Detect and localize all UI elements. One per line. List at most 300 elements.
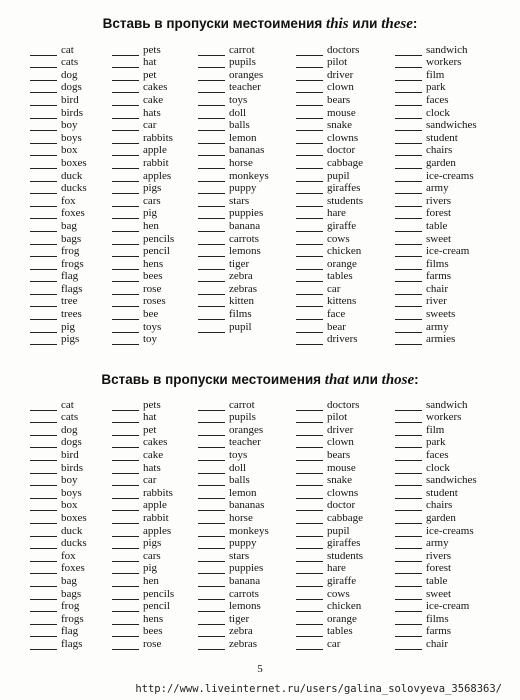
noun-word: snake	[327, 119, 353, 132]
noun-word: pencil	[143, 600, 170, 613]
answer-blank[interactable]	[112, 490, 139, 499]
answer-blank[interactable]	[296, 452, 323, 461]
noun-word: dog	[61, 423, 78, 436]
answer-blank[interactable]	[296, 427, 323, 436]
exercise-item	[395, 270, 477, 283]
answer-blank[interactable]	[395, 311, 422, 320]
answer-blank[interactable]	[395, 248, 422, 257]
answer-blank[interactable]	[296, 641, 323, 650]
noun-word: workers	[426, 56, 462, 69]
exercise-item	[296, 270, 363, 283]
answer-blank[interactable]	[198, 528, 225, 537]
answer-blank[interactable]	[296, 59, 323, 68]
answer-blank[interactable]	[296, 248, 323, 257]
answer-blank[interactable]	[296, 286, 323, 295]
exercise-item	[296, 207, 363, 220]
answer-blank[interactable]	[198, 223, 225, 232]
answer-blank[interactable]	[112, 641, 139, 650]
answer-blank[interactable]	[112, 210, 139, 219]
exercise-item	[112, 56, 174, 69]
answer-blank[interactable]	[296, 72, 323, 81]
answer-blank[interactable]	[198, 427, 225, 436]
answer-blank[interactable]	[395, 616, 422, 625]
answer-blank[interactable]	[296, 616, 323, 625]
exercise-item	[198, 307, 269, 320]
answer-blank[interactable]	[198, 603, 225, 612]
exercise-item	[296, 511, 363, 524]
answer-blank[interactable]	[198, 439, 225, 448]
answer-blank[interactable]	[198, 402, 225, 411]
exercise-item	[30, 106, 87, 119]
source-url: http://www.liveinternet.ru/users/galina_solovyeva_3568363/	[135, 683, 502, 695]
answer-blank[interactable]	[30, 223, 57, 232]
answer-blank[interactable]	[30, 147, 57, 156]
answer-blank[interactable]	[30, 122, 57, 131]
exercise-item	[198, 282, 269, 295]
answer-blank[interactable]	[30, 324, 57, 333]
noun-word: cats	[61, 56, 79, 69]
noun-word: frogs	[61, 257, 84, 270]
answer-blank[interactable]	[112, 502, 139, 511]
answer-blank[interactable]	[112, 236, 139, 245]
noun-word: bear	[327, 320, 346, 333]
exercise-item	[30, 320, 87, 333]
noun-word: lemon	[229, 131, 257, 144]
answer-blank[interactable]	[30, 452, 57, 461]
answer-blank[interactable]	[296, 47, 323, 56]
answer-blank[interactable]	[112, 72, 139, 81]
noun-word: boys	[61, 486, 82, 499]
answer-blank[interactable]	[296, 198, 323, 207]
answer-blank[interactable]	[198, 628, 225, 637]
noun-word: birds	[61, 106, 83, 119]
answer-blank[interactable]	[30, 185, 57, 194]
noun-word: boxes	[61, 156, 87, 169]
answer-blank[interactable]	[198, 47, 225, 56]
answer-blank[interactable]	[198, 540, 225, 549]
answer-blank[interactable]	[112, 311, 139, 320]
answer-blank[interactable]	[198, 616, 225, 625]
answer-blank[interactable]	[395, 173, 422, 182]
answer-blank[interactable]	[296, 591, 323, 600]
answer-blank[interactable]	[395, 261, 422, 270]
answer-blank[interactable]	[112, 578, 139, 587]
answer-blank[interactable]	[112, 591, 139, 600]
answer-blank[interactable]	[296, 528, 323, 537]
answer-blank[interactable]	[198, 198, 225, 207]
noun-word: bags	[61, 587, 82, 600]
answer-blank[interactable]	[112, 336, 139, 345]
noun-word: tiger	[229, 257, 250, 270]
answer-blank[interactable]	[395, 110, 422, 119]
answer-blank[interactable]	[395, 603, 422, 612]
noun-word: cakes	[143, 81, 168, 94]
answer-blank[interactable]	[112, 47, 139, 56]
answer-blank[interactable]	[296, 110, 323, 119]
exercise-item	[198, 182, 269, 195]
answer-blank[interactable]	[30, 553, 57, 562]
exercise-item	[112, 194, 174, 207]
exercise-item	[395, 131, 477, 144]
answer-blank[interactable]	[395, 122, 422, 131]
answer-blank[interactable]	[395, 286, 422, 295]
noun-word: flags	[61, 637, 83, 650]
answer-blank[interactable]	[296, 223, 323, 232]
answer-blank[interactable]	[198, 122, 225, 131]
answer-blank[interactable]	[296, 97, 323, 106]
answer-blank[interactable]	[395, 452, 422, 461]
answer-blank[interactable]	[30, 311, 57, 320]
noun-word: armies	[426, 333, 456, 346]
noun-word: puppy	[229, 182, 257, 195]
answer-blank[interactable]	[296, 298, 323, 307]
answer-blank[interactable]	[30, 273, 57, 282]
answer-blank[interactable]	[198, 160, 225, 169]
answer-blank[interactable]	[30, 198, 57, 207]
exercise-item	[296, 169, 363, 182]
answer-blank[interactable]	[198, 324, 225, 333]
answer-blank[interactable]	[296, 414, 323, 423]
answer-blank[interactable]	[296, 160, 323, 169]
answer-blank[interactable]	[395, 298, 422, 307]
answer-blank[interactable]	[198, 273, 225, 282]
answer-blank[interactable]	[30, 298, 57, 307]
answer-blank[interactable]	[395, 591, 422, 600]
answer-blank[interactable]	[112, 122, 139, 131]
answer-blank[interactable]	[30, 135, 57, 144]
noun-word: student	[426, 486, 458, 499]
answer-blank[interactable]	[30, 47, 57, 56]
answer-blank[interactable]	[296, 502, 323, 511]
answer-blank[interactable]	[395, 59, 422, 68]
answer-blank[interactable]	[30, 578, 57, 587]
answer-blank[interactable]	[296, 465, 323, 474]
noun-word: cows	[327, 232, 350, 245]
noun-word: hens	[143, 612, 164, 625]
answer-blank[interactable]	[198, 515, 225, 524]
answer-blank[interactable]	[296, 147, 323, 156]
answer-blank[interactable]	[296, 540, 323, 549]
answer-blank[interactable]	[395, 502, 422, 511]
answer-blank[interactable]	[112, 565, 139, 574]
answer-blank[interactable]	[112, 603, 139, 612]
answer-blank[interactable]	[112, 185, 139, 194]
answer-blank[interactable]	[198, 452, 225, 461]
noun-word: bag	[61, 219, 77, 232]
exercise-item	[296, 156, 363, 169]
answer-blank[interactable]	[198, 173, 225, 182]
exercise-item	[30, 448, 87, 461]
answer-blank[interactable]	[112, 452, 139, 461]
answer-blank[interactable]	[395, 490, 422, 499]
answer-blank[interactable]	[30, 477, 57, 486]
answer-blank[interactable]	[198, 236, 225, 245]
word-column	[112, 398, 174, 650]
answer-blank[interactable]	[395, 97, 422, 106]
noun-word: sweet	[426, 587, 452, 600]
exercise-item	[112, 486, 174, 499]
answer-blank[interactable]	[395, 84, 422, 93]
answer-blank[interactable]	[395, 578, 422, 587]
answer-blank[interactable]	[30, 540, 57, 549]
answer-blank[interactable]	[198, 490, 225, 499]
exercise-item	[296, 587, 363, 600]
answer-blank[interactable]	[112, 616, 139, 625]
answer-blank[interactable]	[30, 110, 57, 119]
answer-blank[interactable]	[30, 59, 57, 68]
answer-blank[interactable]	[30, 565, 57, 574]
answer-blank[interactable]	[112, 427, 139, 436]
answer-blank[interactable]	[296, 173, 323, 182]
answer-blank[interactable]	[30, 97, 57, 106]
answer-blank[interactable]	[112, 110, 139, 119]
answer-blank[interactable]	[395, 402, 422, 411]
answer-blank[interactable]	[112, 515, 139, 524]
answer-blank[interactable]	[112, 261, 139, 270]
answer-blank[interactable]	[30, 603, 57, 612]
answer-blank[interactable]	[296, 565, 323, 574]
answer-blank[interactable]	[198, 248, 225, 257]
answer-blank[interactable]	[395, 160, 422, 169]
answer-blank[interactable]	[30, 427, 57, 436]
answer-blank[interactable]	[112, 173, 139, 182]
answer-blank[interactable]	[395, 236, 422, 245]
answer-blank[interactable]	[296, 210, 323, 219]
answer-blank[interactable]	[30, 336, 57, 345]
answer-blank[interactable]	[395, 414, 422, 423]
answer-blank[interactable]	[198, 97, 225, 106]
answer-blank[interactable]	[112, 324, 139, 333]
answer-blank[interactable]	[395, 427, 422, 436]
answer-blank[interactable]	[296, 122, 323, 131]
answer-blank[interactable]	[296, 84, 323, 93]
answer-blank[interactable]	[112, 59, 139, 68]
answer-blank[interactable]	[198, 147, 225, 156]
answer-blank[interactable]	[198, 465, 225, 474]
answer-blank[interactable]	[198, 210, 225, 219]
exercise-item	[30, 600, 87, 613]
answer-blank[interactable]	[198, 298, 225, 307]
answer-blank[interactable]	[30, 402, 57, 411]
answer-blank[interactable]	[30, 641, 57, 650]
answer-blank[interactable]	[112, 553, 139, 562]
answer-blank[interactable]	[395, 336, 422, 345]
exercise-item	[30, 436, 87, 449]
answer-blank[interactable]	[198, 261, 225, 270]
noun-word: park	[426, 436, 446, 449]
noun-word: cakes	[143, 436, 168, 449]
answer-blank[interactable]	[198, 286, 225, 295]
answer-blank[interactable]	[112, 160, 139, 169]
exercise-item	[112, 81, 174, 94]
exercise-item	[395, 600, 477, 613]
answer-blank[interactable]	[30, 236, 57, 245]
answer-blank[interactable]	[112, 465, 139, 474]
noun-word: chair	[426, 282, 448, 295]
pronoun-those: those	[381, 372, 415, 388]
noun-word: hat	[143, 411, 157, 424]
answer-blank[interactable]	[198, 477, 225, 486]
answer-blank[interactable]	[395, 72, 422, 81]
noun-word: pig	[61, 320, 76, 333]
answer-blank[interactable]	[296, 578, 323, 587]
answer-blank[interactable]	[198, 641, 225, 650]
answer-blank[interactable]	[296, 135, 323, 144]
answer-blank[interactable]	[395, 477, 422, 486]
exercise-item	[296, 245, 363, 258]
answer-blank[interactable]	[30, 286, 57, 295]
answer-blank[interactable]	[296, 515, 323, 524]
answer-blank[interactable]	[395, 540, 422, 549]
noun-word: bees	[143, 625, 163, 638]
answer-blank[interactable]	[395, 273, 422, 282]
answer-blank[interactable]	[112, 273, 139, 282]
answer-blank[interactable]	[30, 591, 57, 600]
answer-blank[interactable]	[296, 603, 323, 612]
answer-blank[interactable]	[296, 185, 323, 194]
answer-blank[interactable]	[112, 135, 139, 144]
answer-blank[interactable]	[30, 628, 57, 637]
exercise-item	[296, 194, 363, 207]
answer-blank[interactable]	[395, 465, 422, 474]
answer-blank[interactable]	[296, 439, 323, 448]
noun-word: faces	[426, 448, 449, 461]
answer-blank[interactable]	[30, 173, 57, 182]
answer-blank[interactable]	[395, 185, 422, 194]
answer-blank[interactable]	[30, 210, 57, 219]
answer-blank[interactable]	[198, 553, 225, 562]
answer-blank[interactable]	[30, 528, 57, 537]
answer-blank[interactable]	[112, 223, 139, 232]
answer-blank[interactable]	[112, 540, 139, 549]
exercise-item	[112, 436, 174, 449]
answer-blank[interactable]	[198, 110, 225, 119]
answer-blank[interactable]	[395, 47, 422, 56]
answer-blank[interactable]	[198, 185, 225, 194]
answer-blank[interactable]	[296, 553, 323, 562]
answer-blank[interactable]	[30, 160, 57, 169]
answer-blank[interactable]	[30, 72, 57, 81]
noun-word: kitten	[229, 295, 255, 308]
answer-blank[interactable]	[198, 565, 225, 574]
noun-word: river	[426, 295, 447, 308]
noun-word: bags	[61, 232, 82, 245]
answer-blank[interactable]	[395, 147, 422, 156]
noun-word: cars	[143, 549, 161, 562]
answer-blank[interactable]	[198, 502, 225, 511]
answer-blank[interactable]	[112, 298, 139, 307]
answer-blank[interactable]	[395, 565, 422, 574]
answer-blank[interactable]	[395, 528, 422, 537]
answer-blank[interactable]	[30, 616, 57, 625]
noun-word: carrot	[229, 43, 255, 56]
answer-blank[interactable]	[112, 628, 139, 637]
answer-blank[interactable]	[112, 84, 139, 93]
answer-blank[interactable]	[112, 528, 139, 537]
answer-blank[interactable]	[30, 261, 57, 270]
answer-blank[interactable]	[112, 439, 139, 448]
answer-blank[interactable]	[30, 439, 57, 448]
answer-blank[interactable]	[198, 414, 225, 423]
answer-blank[interactable]	[395, 223, 422, 232]
answer-blank[interactable]	[112, 97, 139, 106]
answer-blank[interactable]	[112, 147, 139, 156]
exercise-item	[395, 156, 477, 169]
exercise-item	[30, 499, 87, 512]
exercise-item	[296, 93, 363, 106]
answer-blank[interactable]	[30, 502, 57, 511]
answer-blank[interactable]	[296, 324, 323, 333]
answer-blank[interactable]	[198, 135, 225, 144]
answer-blank[interactable]	[198, 311, 225, 320]
answer-blank[interactable]	[30, 490, 57, 499]
exercise-item	[395, 562, 477, 575]
exercise-item	[296, 320, 363, 333]
answer-blank[interactable]	[198, 84, 225, 93]
answer-blank[interactable]	[395, 641, 422, 650]
exercise-item	[112, 448, 174, 461]
answer-blank[interactable]	[198, 578, 225, 587]
answer-blank[interactable]	[296, 402, 323, 411]
answer-blank[interactable]	[395, 198, 422, 207]
exercise-item	[30, 68, 87, 81]
noun-word: fox	[61, 549, 76, 562]
answer-blank[interactable]	[395, 553, 422, 562]
answer-blank[interactable]	[395, 210, 422, 219]
answer-blank[interactable]	[296, 336, 323, 345]
answer-blank[interactable]	[112, 477, 139, 486]
exercise-item	[112, 282, 174, 295]
answer-blank[interactable]	[296, 236, 323, 245]
noun-word: toys	[229, 93, 248, 106]
answer-blank[interactable]	[30, 414, 57, 423]
exercise-item	[30, 461, 87, 474]
answer-blank[interactable]	[198, 591, 225, 600]
answer-blank[interactable]	[112, 402, 139, 411]
answer-blank[interactable]	[296, 628, 323, 637]
noun-word: cat	[61, 43, 74, 56]
answer-blank[interactable]	[30, 465, 57, 474]
answer-blank[interactable]	[296, 273, 323, 282]
answer-blank[interactable]	[112, 286, 139, 295]
answer-blank[interactable]	[395, 628, 422, 637]
answer-blank[interactable]	[30, 515, 57, 524]
answer-blank[interactable]	[198, 72, 225, 81]
answer-blank[interactable]	[395, 439, 422, 448]
answer-blank[interactable]	[296, 311, 323, 320]
exercise-item	[296, 436, 363, 449]
answer-blank[interactable]	[30, 84, 57, 93]
answer-blank[interactable]	[296, 490, 323, 499]
noun-word: carrots	[229, 587, 259, 600]
exercise-item	[296, 448, 363, 461]
answer-blank[interactable]	[112, 414, 139, 423]
answer-blank[interactable]	[296, 477, 323, 486]
answer-blank[interactable]	[395, 135, 422, 144]
noun-word: monkeys	[229, 169, 269, 182]
exercise-item	[112, 600, 174, 613]
exercise-item	[112, 333, 174, 346]
answer-blank[interactable]	[112, 198, 139, 207]
answer-blank[interactable]	[112, 248, 139, 257]
answer-blank[interactable]	[395, 324, 422, 333]
answer-blank[interactable]	[30, 248, 57, 257]
answer-blank[interactable]	[296, 261, 323, 270]
noun-word: teacher	[229, 436, 261, 449]
answer-blank[interactable]	[395, 515, 422, 524]
answer-blank[interactable]	[198, 59, 225, 68]
exercise-item	[395, 144, 477, 157]
